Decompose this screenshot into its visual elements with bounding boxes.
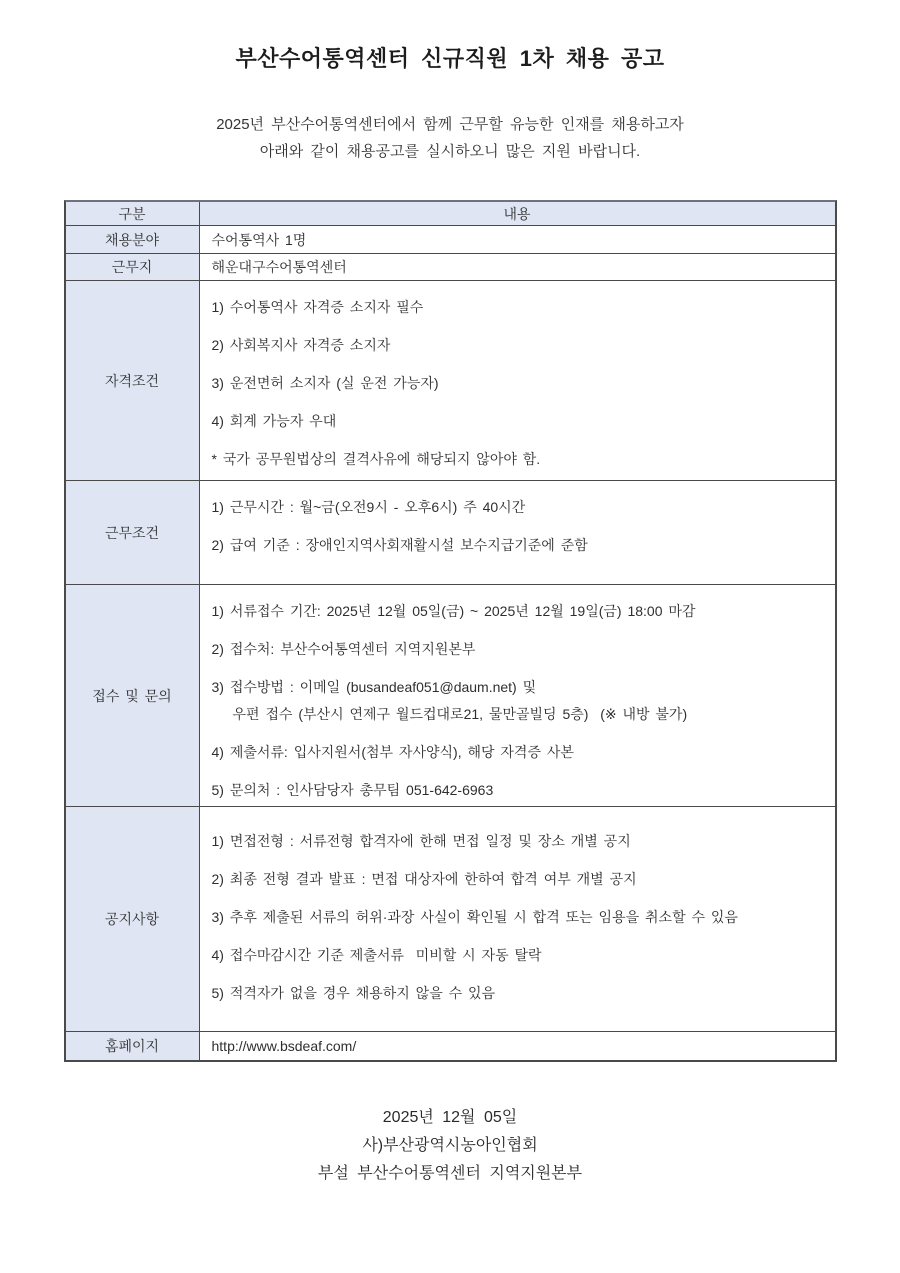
table-header-category: 구분: [66, 202, 200, 225]
intro-paragraph: [0, 111, 900, 165]
row-label-notices: 공지사항: [66, 807, 200, 1031]
cell-line: 1) 면접전형 : 서류전형 합격자에 한해 면접 일정 및 장소 개별 공지: [211, 833, 631, 849]
row-label-workplace: 근무지: [66, 254, 200, 280]
row-label-qualifications: 자격조건: [66, 281, 200, 480]
footer-date: 2025년 12월 05일: [382, 1109, 518, 1126]
cell-line-continuation: 우편 접수 (부산시 연제구 월드컵대로21, 물만골빌딩 5층) (※ 내방 불가): [232, 706, 688, 722]
cell-line: 5) 문의처 : 인사담당자 총무팀 051-642-6963: [211, 782, 494, 798]
cell-line: 3) 접수방법 : 이메일 (busandeaf051@daum.net) 및: [211, 679, 537, 695]
cell-line: 2) 최종 전형 결과 발표 : 면접 대상자에 한하여 합격 여부 개별 공지: [211, 871, 637, 887]
cell-line: 1) 서류접수 기간: 2025년 12월 05일(금) ~ 2025년 12월 19일(금) 18:00 마감: [211, 603, 696, 619]
intro-line-1: 2025년 부산수어통역센터에서 함께 근무할 유능한 인재를 채용하고자: [216, 116, 684, 133]
cell-line: * 국가 공무원법상의 결격사유에 해당되지 않아야 함.: [211, 451, 541, 467]
cell-line: 4) 제출서류: 입사지원서(첨부 자사양식), 해당 자격증 사본: [211, 744, 574, 760]
footer-org-2: 부설 부산수어통역센터 지역지원본부: [317, 1165, 583, 1182]
table-header-content: 내용: [200, 202, 835, 225]
cell-line: 2) 급여 기준 : 장애인지역사회재활시설 보수지급기준에 준함: [211, 537, 588, 553]
cell-line: 3) 운전면허 소지자 (실 운전 가능자): [211, 375, 439, 391]
cell-line: 2) 사회복지사 자격증 소지자: [211, 337, 391, 353]
footer-org-1: 사)부산광역시농아인협회: [362, 1137, 538, 1154]
table-row-application-inquiry: [66, 584, 835, 806]
recruitment-table: [64, 200, 837, 1062]
row-label-recruit-field: 채용분야: [66, 226, 200, 253]
homepage-url: http://www.bsdeaf.com/: [211, 1038, 357, 1054]
table-header-row: [66, 202, 835, 225]
cell-line: 4) 접수마감시간 기준 제출서류 미비할 시 자동 탈락: [211, 947, 542, 963]
cell-line: 수어통역사 1명: [211, 231, 307, 248]
intro-line-2: 아래와 같이 채용공고를 실시하오니 많은 지원 바랍니다.: [259, 143, 641, 160]
table-row-recruit-field: [66, 225, 835, 253]
table-row-homepage: [66, 1031, 835, 1060]
cell-line: 3) 추후 제출된 서류의 허위·과장 사실이 확인될 시 합격 또는 임용을 취소할 수 있음: [211, 909, 738, 925]
table-row-workplace: [66, 253, 835, 280]
cell-line: 1) 근무시간 : 월~금(오전9시 - 오후6시) 주 40시간: [211, 499, 526, 515]
table-row-qualifications: [66, 280, 835, 480]
cell-line: 1) 수어통역사 자격증 소지자 필수: [211, 299, 424, 315]
row-label-homepage: 홈페이지: [66, 1032, 200, 1060]
cell-line: 2) 접수처: 부산수어통역센터 지역지원본부: [211, 641, 476, 657]
page-title: 부산수어통역센터 신규직원 1차 채용 공고: [235, 46, 665, 71]
row-label-application-inquiry: 접수 및 문의: [66, 585, 200, 806]
table-row-work-conditions: [66, 480, 835, 584]
cell-line: 해운대구수어통역센터: [211, 259, 347, 275]
footer-block: [0, 1104, 900, 1188]
row-label-work-conditions: 근무조건: [66, 481, 200, 584]
cell-line: 4) 회계 가능자 우대: [211, 413, 337, 429]
table-row-notices: [66, 806, 835, 1031]
cell-line: 5) 적격자가 없을 경우 채용하지 않을 수 있음: [211, 985, 496, 1001]
